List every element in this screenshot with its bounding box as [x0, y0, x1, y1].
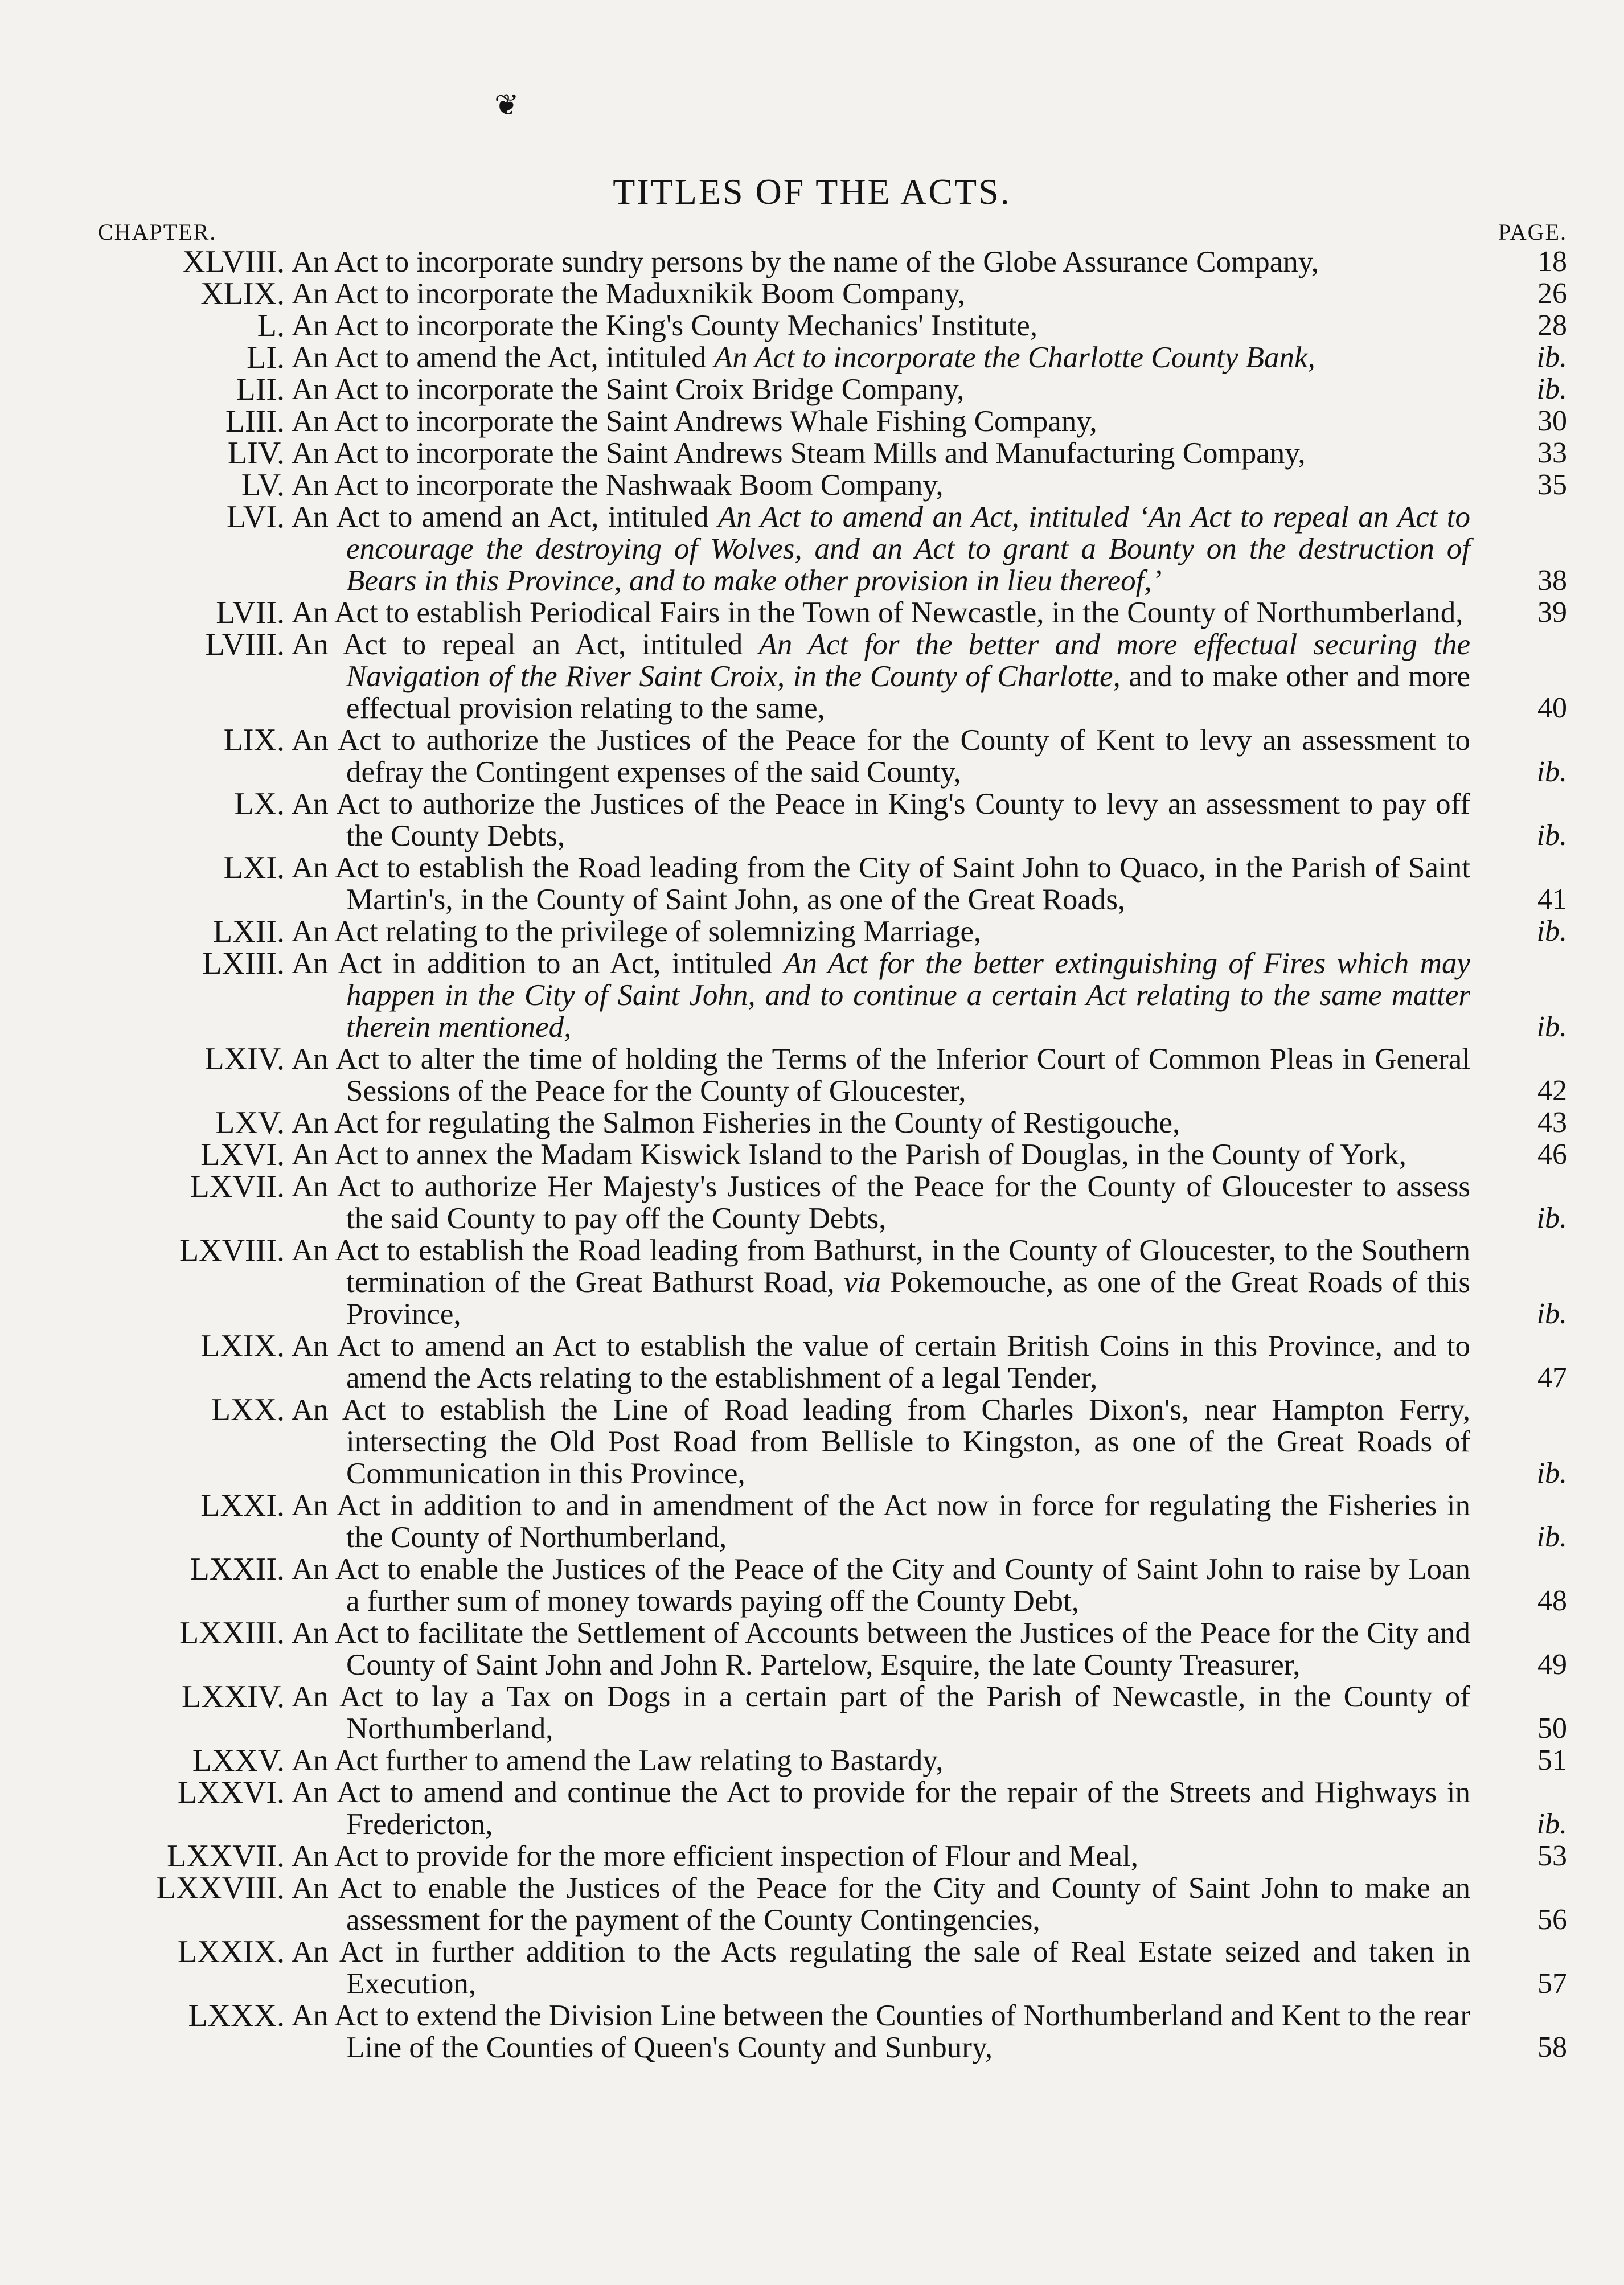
- act-entry: [0, 597, 1624, 629]
- chapter-number: LX.: [234, 786, 285, 822]
- page-number: 33: [1537, 437, 1567, 469]
- act-entry: [0, 1681, 1624, 1745]
- act-title-italic: An Act for the better and more effectual securing the Navigation of the River Saint Croix, in the County of Charlotte,: [346, 628, 1471, 693]
- act-entry: [0, 374, 1624, 405]
- act-title-text: An Act to amend an Act, intituled: [292, 501, 718, 534]
- page-number: 53: [1537, 1840, 1567, 1872]
- act-title-text: An Act to enable the Justices of the Peace of the City and County of Saint John to raise by Loan a further sum of money towards paying off the County Debt,: [292, 1553, 1470, 1618]
- page-number: ib.: [1536, 1202, 1567, 1234]
- act-title: [292, 788, 1470, 852]
- act-title-text: An Act to establish the Road leading from the City of Saint John to Quaco, in the Parish of Saint Martin's, in the County of Saint John, as one of the Great Roads,: [292, 851, 1470, 916]
- act-title: [292, 947, 1470, 1043]
- act-entry: [0, 310, 1624, 342]
- act-title-text: An Act to incorporate sundry persons by the name of the Globe Assurance Company,: [292, 245, 1319, 278]
- chapter-number: LVI.: [226, 499, 285, 535]
- page-number: 47: [1537, 1361, 1567, 1394]
- act-title-text: An Act to amend an Act to establish the value of certain British Coins in this Province, and to amend the Acts relating to the establishment of a legal Tender,: [292, 1330, 1470, 1394]
- act-entry: [0, 724, 1624, 788]
- act-title: [292, 342, 1470, 374]
- chapter-number: LXXVI.: [177, 1775, 285, 1810]
- page-number: 51: [1537, 1744, 1567, 1777]
- act-title: [292, 437, 1470, 469]
- act-title: [292, 1840, 1470, 1872]
- chapter-number: LXXIII.: [179, 1615, 285, 1651]
- act-title: [292, 501, 1470, 597]
- page-title: TITLES OF THE ACTS.: [613, 171, 1011, 212]
- act-entry: [0, 437, 1624, 469]
- act-entry: [0, 1553, 1624, 1617]
- act-title-text: An Act to incorporate the Maduxnikik Boom Company,: [292, 277, 966, 310]
- act-entry: [0, 469, 1624, 501]
- chapter-number: LIX.: [223, 723, 285, 758]
- act-entry: [0, 1840, 1624, 1872]
- act-title: [292, 852, 1470, 916]
- act-title: [292, 1234, 1470, 1330]
- act-title-italic: An Act to amend an Act, intituled ‘An Act to repeal an Act to encourage the destroying of Wolves, and an Act to grant a Bounty on the destruction of Bears in this Province, and to make other provision in lieu thereof,’: [346, 501, 1470, 597]
- act-title: [292, 1139, 1470, 1171]
- chapter-number: LXIII.: [202, 946, 285, 981]
- act-title: [292, 1553, 1470, 1617]
- chapter-number: XLVIII.: [182, 244, 285, 280]
- page-number: 50: [1537, 1712, 1567, 1745]
- chapter-number: LIII.: [225, 404, 285, 439]
- act-entry: [0, 1490, 1624, 1553]
- act-title-text: An Act to authorize Her Majesty's Justices of the Peace for the County of Gloucester to assess the said County to pay off the County Debts,: [292, 1170, 1470, 1235]
- page-number: ib.: [1536, 1808, 1567, 1840]
- act-title: [292, 629, 1470, 724]
- chapter-number: LV.: [241, 467, 285, 503]
- act-title-text: An Act to facilitate the Settlement of Accounts between the Justices of the Peace for the City and County of Saint John and John R. Partelow, Esquire, the late County Treasurer,: [292, 1617, 1470, 1681]
- chapter-number: LXIX.: [200, 1328, 285, 1364]
- act-title-text: An Act to establish the Road leading from Bathurst, in the County of Gloucester, to the Southern termination of the Great Bathurst Road,: [292, 1234, 1470, 1299]
- chapter-number: LXII.: [213, 914, 285, 949]
- act-title-text: An Act to incorporate the Saint Andrews Steam Mills and Manufacturing Company,: [292, 437, 1306, 470]
- act-title-text: An Act to incorporate the Saint Andrews Whale Fishing Company,: [292, 405, 1097, 438]
- acts-list: [0, 246, 1624, 2064]
- page-column-header: PAGE.: [1498, 219, 1567, 245]
- page-number: 30: [1537, 405, 1567, 437]
- act-entry: [0, 501, 1624, 597]
- chapter-number: LI.: [247, 340, 285, 375]
- act-entry: [0, 1043, 1624, 1107]
- page-number: 42: [1537, 1074, 1567, 1107]
- page-number: ib.: [1536, 1298, 1567, 1330]
- act-title-text: An Act to lay a Tax on Dogs in a certain part of the Parish of Newcastle, in the County of Northumberland,: [292, 1680, 1470, 1745]
- page-number: 49: [1537, 1648, 1567, 1681]
- act-title: [292, 1617, 1470, 1681]
- act-entry: [0, 405, 1624, 437]
- chapter-number: LXXIV.: [182, 1679, 285, 1714]
- act-title-text: An Act in further addition to the Acts regulating the sale of Real Estate seized and taken in Execution,: [292, 1935, 1470, 2000]
- act-title-text: An Act to incorporate the Saint Croix Bridge Company,: [292, 373, 965, 406]
- act-entry: [0, 1617, 1624, 1681]
- chapter-number: LXVII.: [190, 1169, 285, 1204]
- act-entry: [0, 278, 1624, 310]
- act-title-text: An Act to annex the Madam Kiswick Island to the Parish of Douglas, in the County of York,: [292, 1138, 1406, 1171]
- page-number: 39: [1537, 596, 1567, 629]
- act-entry: [0, 1234, 1624, 1330]
- act-title-text: An Act to provide for the more efficient inspection of Flour and Meal,: [292, 1840, 1139, 1873]
- chapter-number: LXVIII.: [179, 1233, 285, 1268]
- page-number: 35: [1537, 469, 1567, 501]
- chapter-number: L.: [257, 308, 285, 343]
- act-title-text: An Act to establish Periodical Fairs in the Town of Newcastle, in the County of Northumberland,: [292, 596, 1463, 629]
- act-title-text: An Act to authorize the Justices of the Peace in King's County to levy an assessment to pay off the County Debts,: [292, 787, 1470, 852]
- act-title: [292, 1777, 1470, 1840]
- chapter-column-header: CHAPTER.: [98, 219, 217, 245]
- act-title: [292, 1681, 1470, 1745]
- act-title: [292, 246, 1470, 278]
- act-title-text: An Act to incorporate the King's County Mechanics' Institute,: [292, 309, 1037, 342]
- act-entry: [0, 1936, 1624, 2000]
- chapter-number: XLIX.: [200, 276, 285, 311]
- act-entry: [0, 1394, 1624, 1490]
- chapter-number: LXIV.: [204, 1041, 285, 1077]
- act-title: [292, 374, 1470, 405]
- page-number: ib.: [1536, 819, 1567, 852]
- act-title: [292, 1745, 1470, 1777]
- page-number: 26: [1537, 277, 1567, 310]
- act-entry: [0, 1777, 1624, 1840]
- act-entry: [0, 1745, 1624, 1777]
- act-title-text: An Act to incorporate the Nashwaak Boom Company,: [292, 469, 944, 502]
- page-number: 28: [1537, 309, 1567, 342]
- chapter-number: LXV.: [215, 1105, 285, 1141]
- act-title: [292, 1330, 1470, 1394]
- page-number: 48: [1537, 1585, 1567, 1617]
- page-number: ib.: [1536, 341, 1567, 374]
- act-title: [292, 310, 1470, 342]
- act-title: [292, 597, 1470, 629]
- chapter-number: LXXVII.: [167, 1839, 285, 1874]
- chapter-number: LVII.: [216, 595, 285, 630]
- act-entry: [0, 629, 1624, 724]
- act-title-text: An Act in addition to and in amendment of the Act now in force for regulating the Fisheries in the County of Northumberland,: [292, 1489, 1470, 1554]
- chapter-number: LXXIX.: [177, 1934, 285, 1970]
- act-entry: [0, 852, 1624, 916]
- printer-ornament: ❦: [494, 89, 519, 122]
- chapter-number: LXXVIII.: [156, 1870, 285, 1906]
- page-number: ib.: [1536, 1521, 1567, 1553]
- chapter-number: LVIII.: [205, 627, 285, 662]
- chapter-number: LXXII.: [190, 1552, 285, 1587]
- act-entry: [0, 1139, 1624, 1171]
- chapter-number: LII.: [236, 372, 285, 407]
- page-number: ib.: [1536, 1011, 1567, 1043]
- act-title-text: An Act further to amend the Law relating to Bastardy,: [292, 1744, 944, 1777]
- page-number: 46: [1537, 1138, 1567, 1171]
- act-title: [292, 1107, 1470, 1139]
- act-title: [292, 916, 1470, 947]
- act-title: [292, 278, 1470, 310]
- act-entry: [0, 342, 1624, 374]
- chapter-number: LXXX.: [188, 1998, 285, 2033]
- act-title-text: An Act to authorize the Justices of the Peace for the County of Kent to levy an assessment to defray the Contingent expenses of the said County,: [292, 724, 1470, 789]
- act-title-text: An Act for regulating the Salmon Fisheries in the County of Restigouche,: [292, 1106, 1180, 1139]
- chapter-number: LIV.: [227, 436, 285, 471]
- act-title-text: An Act to amend and continue the Act to provide for the repair of the Streets and Highways in Fredericton,: [292, 1776, 1470, 1841]
- act-title-italic: via: [844, 1266, 881, 1299]
- chapter-number: LXX.: [211, 1392, 285, 1427]
- act-title-text: An Act to alter the time of holding the Terms of the Inferior Court of Common Pleas in General Sessions of the Peace for the County of Gloucester,: [292, 1043, 1470, 1107]
- act-title-text: An Act to enable the Justices of the Peace for the City and County of Saint John to make an assessment for the payment of the County Contingencies,: [292, 1872, 1470, 1937]
- page-number: 43: [1537, 1106, 1567, 1139]
- act-entry: [0, 2000, 1624, 2064]
- act-title-text: Pokemouche, as one of the Great Roads of this Province,: [346, 1266, 1470, 1331]
- act-entry: [0, 788, 1624, 852]
- act-entry: [0, 1171, 1624, 1234]
- page-number: 56: [1537, 1904, 1567, 1936]
- act-title-text: An Act in addition to an Act, intituled: [292, 947, 784, 980]
- page-number: 18: [1537, 245, 1567, 278]
- act-entry: [0, 1107, 1624, 1139]
- act-entry: [0, 1872, 1624, 1936]
- page-number: 41: [1537, 883, 1567, 916]
- act-title: [292, 405, 1470, 437]
- page-number: 58: [1537, 2031, 1567, 2064]
- act-entry: [0, 246, 1624, 278]
- act-title-text: An Act to establish the Line of Road leading from Charles Dixon's, near Hampton Ferry, intersecting the Old Post Road from Bellisle to Kingston, as one of the Great Roads of Communication in this Province,: [292, 1393, 1470, 1490]
- chapter-number: LXVI.: [200, 1137, 285, 1172]
- page-number: 38: [1537, 564, 1567, 597]
- act-title-text: An Act to extend the Division Line between the Counties of Northumberland and Kent to the rear Line of the Counties of Queen's County and Sunbury,: [292, 1999, 1470, 2064]
- act-entry: [0, 916, 1624, 947]
- act-title: [292, 1043, 1470, 1107]
- act-title-text: An Act to amend the Act, intituled: [292, 341, 714, 374]
- act-title-italic: An Act for the better extinguishing of Fires which may happen in the City of Saint John, and to continue a certain Act relating to the same matter therein mentioned,: [346, 947, 1471, 1044]
- chapter-number: LXXI.: [200, 1488, 285, 1523]
- act-title-text: An Act relating to the privilege of solemnizing Marriage,: [292, 915, 982, 948]
- act-title: [292, 469, 1470, 501]
- page-number: ib.: [1536, 756, 1567, 788]
- page-number: ib.: [1536, 915, 1567, 947]
- act-title: [292, 2000, 1470, 2064]
- page-number: ib.: [1536, 373, 1567, 405]
- chapter-number: LXI.: [223, 850, 285, 885]
- act-title-italic: An Act to incorporate the Charlotte County Bank,: [713, 341, 1315, 374]
- act-title: [292, 1394, 1470, 1490]
- page-number: ib.: [1536, 1457, 1567, 1490]
- page-number: 40: [1537, 692, 1567, 724]
- chapter-number: LXXV.: [192, 1743, 285, 1778]
- act-title: [292, 1872, 1470, 1936]
- act-title: [292, 1490, 1470, 1553]
- act-entry: [0, 1330, 1624, 1394]
- act-title: [292, 1936, 1470, 2000]
- act-title: [292, 724, 1470, 788]
- page-number: 57: [1537, 1967, 1567, 2000]
- act-entry: [0, 947, 1624, 1043]
- act-title-text: and to make other and more effectual provision relating to the same,: [346, 660, 1471, 725]
- act-title-text: An Act to repeal an Act, intituled: [292, 628, 759, 661]
- act-title: [292, 1171, 1470, 1234]
